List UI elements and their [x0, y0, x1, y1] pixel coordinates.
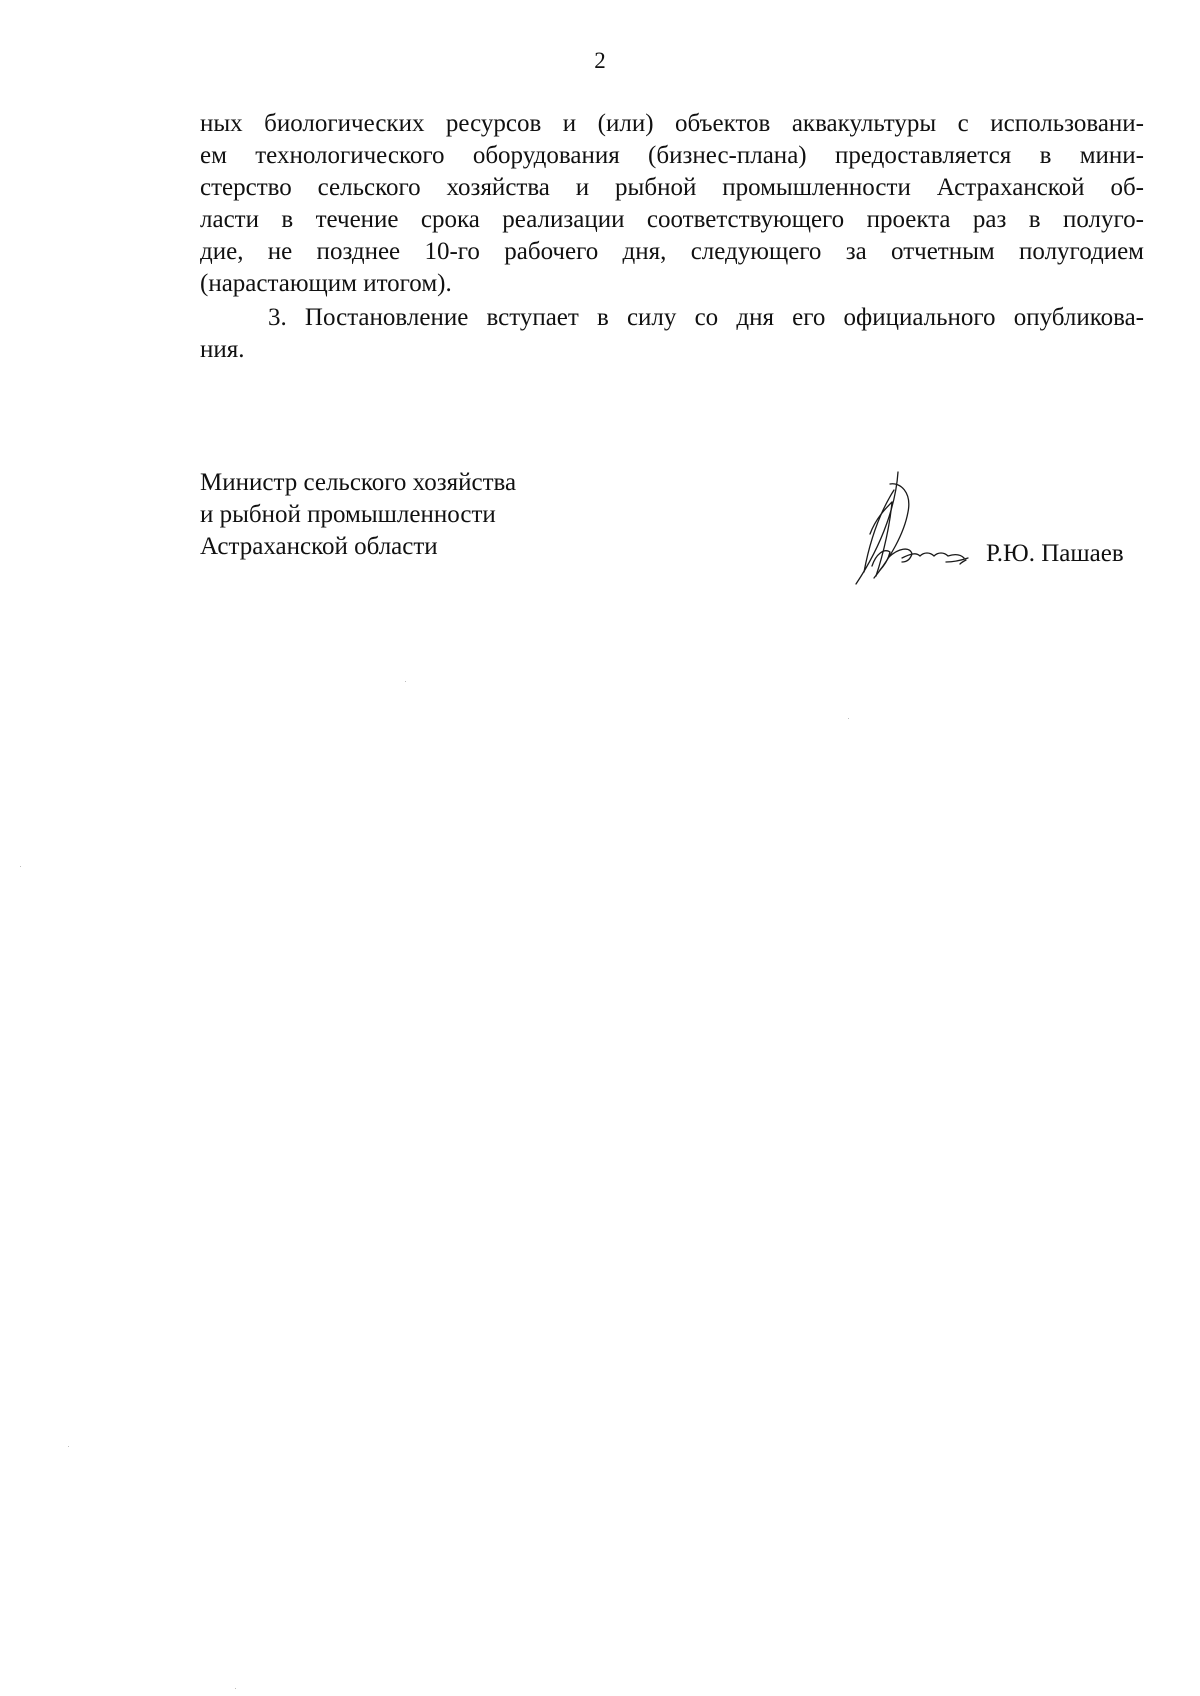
clause-3-line: 3. Постановление вступает в силу со дня его официального опубликова- — [268, 304, 1144, 331]
body-line: (нарастающим итогом). — [200, 270, 452, 297]
body-line: стерство сельского хозяйства и рыбной промышленности Астраханской об- — [200, 174, 1144, 201]
scan-speck — [68, 1446, 69, 1447]
signer-name: Р.Ю. Пашаев — [986, 540, 1124, 567]
position-line: Министр сельского хозяйства — [200, 469, 517, 496]
handwritten-signature — [850, 462, 990, 592]
signatory-position — [200, 467, 516, 563]
position-line: и рыбной промышленности — [200, 501, 496, 528]
body-line: дие, не позднее 10-го рабочего дня, следующего за отчетным полугодием — [200, 238, 1144, 265]
scan-speck — [235, 1688, 236, 1689]
clause-3-line: ния. — [200, 336, 245, 363]
body-line: ем технологического оборудования (бизнес-плана) предоставляется в мини- — [200, 142, 1144, 169]
scan-speck — [20, 866, 21, 867]
position-line: Астраханской области — [200, 533, 438, 560]
body-line: ных биологических ресурсов и (или) объектов аквакультуры с использовани- — [200, 110, 1144, 137]
body-line: ласти в течение срока реализации соответствующего проекта раз в полуго- — [200, 206, 1144, 233]
document-body — [200, 108, 1144, 366]
page-number: 2 — [594, 48, 606, 73]
scan-speck — [848, 718, 849, 719]
scan-speck — [405, 681, 406, 682]
